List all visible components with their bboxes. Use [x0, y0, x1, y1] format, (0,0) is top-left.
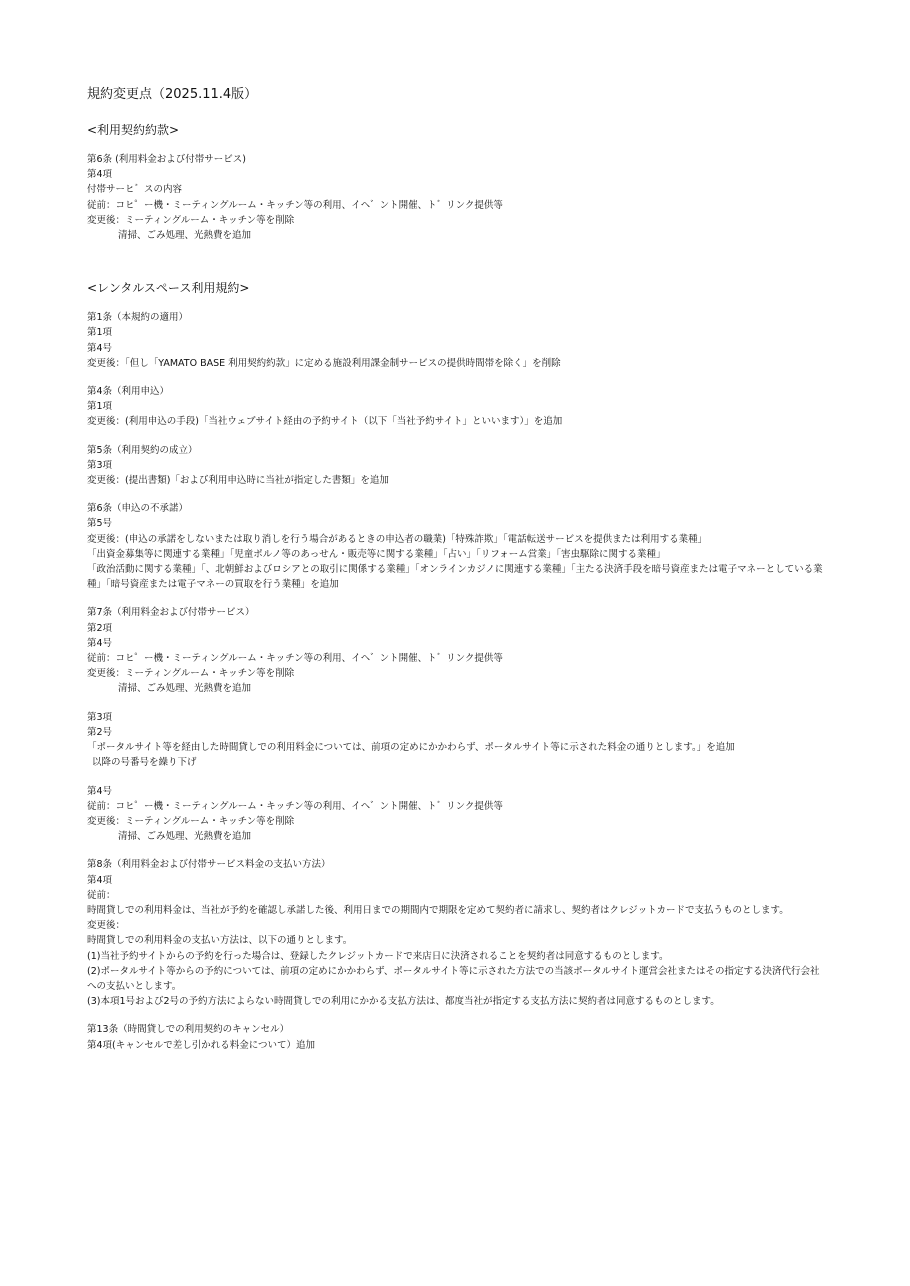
addition-text: 第4項(キャンセルで差し引かれる料金について）追加: [87, 1039, 316, 1051]
article-heading: 第7条（利用料金および付帯サービス）: [87, 607, 255, 619]
after-change-text: 変更後：ミーティングルーム・キッチン等を削除: [87, 214, 295, 226]
clause-label: 第4項: [87, 169, 113, 181]
clause-label: 第1項: [87, 327, 113, 339]
article-6-block: [87, 152, 827, 243]
article-7-clause-3-block: [87, 710, 827, 771]
after-change-text: 変更後：「但し「YAMATO BASE 利用契約約款」に定める施設利用課金制サービスの提供時間帯を除く」を削除: [87, 357, 561, 369]
section-spacer: [87, 256, 827, 280]
article-13-block: [87, 1022, 827, 1052]
section-heading-usage-contract: <利用契約約款>: [87, 123, 180, 137]
payment-method-item-2: (2)ポータルサイト等からの予約については、前項の定めにかかわらず、ポータルサイト等に示された方法での当該ポータルサイト運営会社またはその指定する決済代行会社への支払いとします。: [87, 965, 820, 992]
article-heading: 第1条（本規約の適用）: [87, 312, 189, 324]
article-heading: 第5条（利用契約の成立）: [87, 444, 198, 456]
article-4-block: [87, 384, 827, 430]
clause-label: 第2項: [87, 622, 113, 634]
article-heading: 第8条（利用料金および付帯サービス料金の支払い方法）: [87, 859, 331, 871]
before-change-text: 従前：コヒ゜ー機・ミーティングルーム・キッチン等の利用、イヘ゛ント開催、ト゛リンク提供等: [87, 199, 503, 211]
item-label: 第2号: [87, 726, 113, 738]
after-change-continuation: 「政治活動に関する業種」「、北朝鮮およびロシアとの取引に関係する業種」「オンラインカジノに関連する業種」「主たる決済手段を暗号資産または電子マネーとしている業種」「暗号資産または電子マネーの買取を行う業種」を追加: [87, 564, 823, 591]
clause-label: 第4項: [87, 874, 113, 886]
section-heading-rental-space: <レンタルスペース利用規約>: [87, 281, 250, 296]
payment-method-item-3: (3)本項1号および2号の予約方法によらない時間貸しでの利用にかかる支払方法は、都度当社が指定する支払方法に契約者は同意するものとします。: [87, 996, 720, 1008]
item-label: 第4号: [87, 342, 113, 354]
article-5-block: [87, 443, 827, 489]
item-label: 第5号: [87, 518, 113, 530]
after-change-addition: 清掃、ごみ処理、光熱費を追加: [118, 230, 252, 242]
article-1-block: [87, 310, 827, 371]
before-change-text: 時間貸しでの利用料金は、当社が予約を確認し承諾した後、利用日までの期間内で期限を定めて契約者に請求し、契約者はクレジットカードで支払うものとします。: [87, 904, 789, 916]
payment-method-item-1: (1)当社予約サイトからの予約を行った場合は、登録したクレジットカードで来店日に決済されることを契約者は同意するものとします。: [87, 950, 669, 962]
clause-subject: 付帯サーヒ゛スの内容: [87, 184, 183, 196]
after-change-text: 変更後：(提出書類)「および利用申込時に当社が指定した書類」を追加: [87, 475, 389, 487]
after-change-continuation: 「出資金募集等に関連する業種」「児童ポルノ等のあっせん・販売等に関する業種」「占い」「リフォーム営業」「害虫駆除に関する業種」: [87, 548, 666, 560]
before-change-label: 従前：: [87, 889, 116, 901]
article-6-refusal-block: [87, 501, 827, 592]
renumber-note: 以降の号番号を繰り下げ: [92, 757, 197, 769]
clause-label: 第3項: [87, 711, 113, 723]
clause-label: 第1項: [87, 401, 113, 413]
article-heading: 第6条（申込の不承諾）: [87, 503, 189, 515]
after-change-addition: 清掃、ごみ処理、光熱費を追加: [118, 831, 252, 843]
article-heading: 第4条（利用申込）: [87, 386, 170, 398]
after-change-text: 変更後：ミーティングルーム・キッチン等を削除: [87, 815, 295, 827]
before-change-text: 従前：コヒ゜ー機・ミーティングルーム・キッチン等の利用、イヘ゛ント開催、ト゛リンク提供等: [87, 800, 503, 812]
document-content: [87, 86, 827, 1066]
after-change-text: 変更後：ミーティングルーム・キッチン等を削除: [87, 668, 295, 680]
addition-text: 「ポータルサイト等を経由した時間貸しでの利用料金については、前項の定めにかかわらず、ポータルサイト等に示された料金の通りとします。」を追加: [87, 742, 735, 754]
article-7-item-4-block: [87, 784, 827, 845]
article-heading: 第6条 (利用料金および付帯サービス): [87, 154, 246, 165]
article-heading: 第13条（時間貸しでの利用契約のキャンセル）: [87, 1024, 290, 1036]
after-change-text: 変更後：(利用申込の手段)「当社ウェブサイト経由の予約サイト（以下「当社予約サイト」といいます）」を追加: [87, 416, 563, 428]
after-change-label: 変更後：: [87, 920, 126, 932]
clause-label: 第3項: [87, 459, 113, 471]
document-title: 規約変更点（2025.11.4版）: [87, 87, 258, 102]
before-change-text: 従前：コヒ゜ー機・ミーティングルーム・キッチン等の利用、イヘ゛ント開催、ト゛リンク提供等: [87, 653, 503, 665]
item-label: 第4号: [87, 785, 113, 797]
article-8-block: [87, 857, 827, 1009]
article-7-block: [87, 605, 827, 696]
after-change-text: 変更後：(申込の承諾をしないまたは取り消しを行う場合があるときの申込者の職業)「特殊詐欺」「電話転送サービスを提供または利用する業種」: [87, 533, 708, 545]
item-label: 第4号: [87, 637, 113, 649]
after-change-text: 時間貸しでの利用料金の支払い方法は、以下の通りとします。: [87, 935, 353, 947]
after-change-addition: 清掃、ごみ処理、光熱費を追加: [118, 683, 252, 695]
